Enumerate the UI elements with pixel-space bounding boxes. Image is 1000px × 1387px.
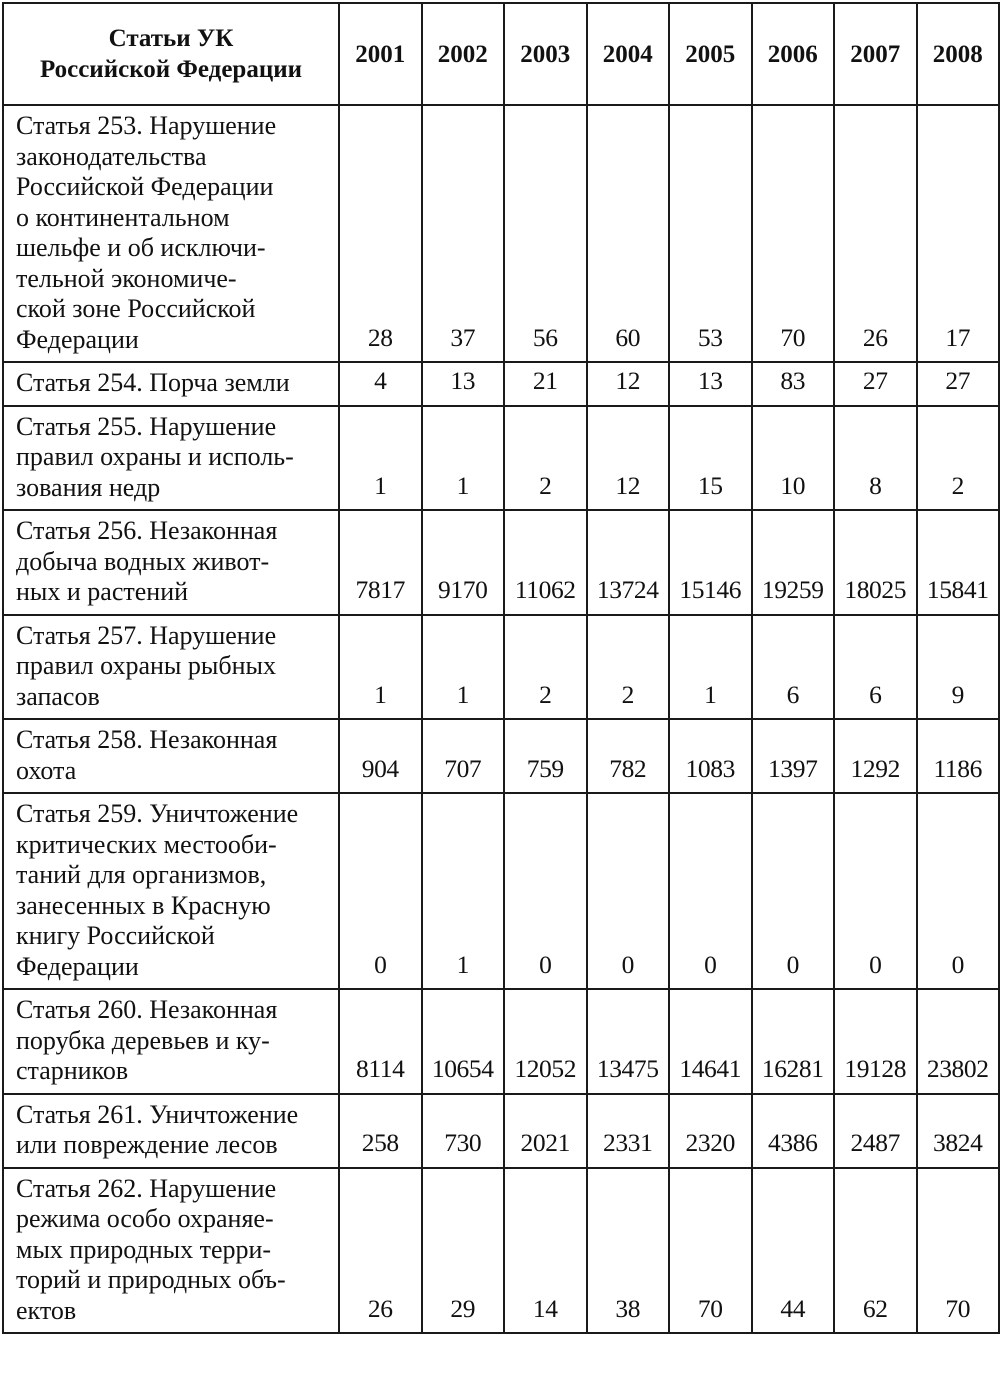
value-cell: 60 xyxy=(587,105,670,362)
value-cell: 730 xyxy=(422,1094,505,1168)
value-cell: 1 xyxy=(422,615,505,720)
value-cell: 9 xyxy=(917,615,1000,720)
value-cell: 27 xyxy=(834,362,917,406)
year-column-header: 2006 xyxy=(752,3,835,105)
article-text-line: Статья 257. Нарушение xyxy=(16,620,277,650)
article-text-line: Статья 254. Порча земли xyxy=(16,368,290,397)
value-cell: 15841 xyxy=(917,510,1000,615)
value-cell: 28 xyxy=(339,105,422,362)
value-cell: 70 xyxy=(917,1168,1000,1334)
article-cell xyxy=(3,1094,339,1168)
table-row xyxy=(3,719,999,793)
value-cell: 904 xyxy=(339,719,422,793)
value-cell: 2487 xyxy=(834,1094,917,1168)
value-cell: 0 xyxy=(669,793,752,989)
value-cell: 1 xyxy=(339,406,422,511)
article-text-line: Статья 261. Уничтожение xyxy=(16,1099,299,1129)
value-cell: 44 xyxy=(752,1168,835,1334)
article-text-line: ской зоне Российской xyxy=(16,294,256,323)
value-cell: 10 xyxy=(752,406,835,511)
article-text-line: таний для организмов, xyxy=(16,860,267,889)
article-cell xyxy=(3,989,339,1094)
table-body xyxy=(3,105,999,1333)
value-cell: 1292 xyxy=(834,719,917,793)
table-row xyxy=(3,1094,999,1168)
value-cell: 2 xyxy=(587,615,670,720)
article-text-line: добыча водных живот- xyxy=(16,546,270,576)
value-cell: 13724 xyxy=(587,510,670,615)
article-text-line: законодательства xyxy=(16,141,207,171)
article-text-line: Статья 255. Нарушение xyxy=(16,411,277,441)
article-cell xyxy=(3,510,339,615)
year-column-header: 2005 xyxy=(669,3,752,105)
article-text-line: старников xyxy=(16,1056,129,1085)
value-cell: 0 xyxy=(504,793,587,989)
value-cell: 13 xyxy=(669,362,752,406)
year-column-header: 2003 xyxy=(504,3,587,105)
article-text-line: Статья 259. Уничтожение xyxy=(16,799,299,828)
table-row xyxy=(3,615,999,720)
article-text-line: Статья 256. Незаконная xyxy=(16,516,278,545)
value-cell: 70 xyxy=(752,105,835,362)
value-cell: 1 xyxy=(669,615,752,720)
value-cell: 0 xyxy=(587,793,670,989)
value-cell: 83 xyxy=(752,362,835,406)
value-cell: 26 xyxy=(339,1168,422,1334)
article-text-line: ных и растений xyxy=(16,577,189,606)
year-column-header: 2001 xyxy=(339,3,422,105)
article-text-line: Статья 262. Нарушение xyxy=(16,1173,277,1203)
value-cell: 8114 xyxy=(339,989,422,1094)
value-cell: 2331 xyxy=(587,1094,670,1168)
article-header-line: Российской Федерации xyxy=(39,56,303,83)
value-cell: 19259 xyxy=(752,510,835,615)
value-cell: 11062 xyxy=(504,510,587,615)
article-text-line: Статья 260. Незаконная xyxy=(16,995,278,1024)
value-cell: 8 xyxy=(834,406,917,511)
article-text-line: Федерации xyxy=(16,324,139,354)
article-cell xyxy=(3,105,339,362)
year-column-header: 2004 xyxy=(587,3,670,105)
value-cell: 1083 xyxy=(669,719,752,793)
article-text-line: мых природных терри- xyxy=(16,1234,272,1264)
article-text-line: охота xyxy=(16,755,77,785)
article-text-line: правил охраны и исполь- xyxy=(16,442,294,471)
value-cell: 70 xyxy=(669,1168,752,1334)
value-cell: 2021 xyxy=(504,1094,587,1168)
article-text-line: критических местооби- xyxy=(16,829,277,859)
value-cell: 27 xyxy=(917,362,1000,406)
value-cell: 15 xyxy=(669,406,752,511)
value-cell: 13475 xyxy=(587,989,670,1094)
article-text-line: ектов xyxy=(16,1295,77,1325)
value-cell: 37 xyxy=(422,105,505,362)
article-text-line: или повреждение лесов xyxy=(16,1130,278,1159)
article-text-line: торий и природных объ- xyxy=(16,1265,286,1294)
value-cell: 29 xyxy=(422,1168,505,1334)
value-cell: 0 xyxy=(917,793,1000,989)
table-header xyxy=(3,3,999,105)
article-text-line: книгу Российской xyxy=(16,921,215,950)
article-cell xyxy=(3,1168,339,1334)
article-header-line: Статьи УК xyxy=(108,25,234,52)
article-cell xyxy=(3,406,339,511)
value-cell: 0 xyxy=(339,793,422,989)
value-cell: 6 xyxy=(752,615,835,720)
value-cell: 1397 xyxy=(752,719,835,793)
value-cell: 13 xyxy=(422,362,505,406)
article-text-line: порубка деревьев и ку- xyxy=(16,1025,270,1055)
value-cell: 3824 xyxy=(917,1094,1000,1168)
table-row xyxy=(3,105,999,362)
value-cell: 19128 xyxy=(834,989,917,1094)
value-cell: 1 xyxy=(422,793,505,989)
value-cell: 6 xyxy=(834,615,917,720)
article-text-line: о континентальном xyxy=(16,202,230,232)
year-column-header: 2007 xyxy=(834,3,917,105)
value-cell: 9170 xyxy=(422,510,505,615)
value-cell: 12052 xyxy=(504,989,587,1094)
value-cell: 10654 xyxy=(422,989,505,1094)
article-text-line: режима особо охраняе- xyxy=(16,1204,274,1233)
value-cell: 782 xyxy=(587,719,670,793)
article-cell xyxy=(3,719,339,793)
value-cell: 12 xyxy=(587,362,670,406)
article-text-line: шельфе и об исключи- xyxy=(16,233,266,262)
table-row xyxy=(3,510,999,615)
table-row xyxy=(3,406,999,511)
value-cell: 1186 xyxy=(917,719,1000,793)
crime-statistics-table xyxy=(2,2,1000,1334)
article-text-line: Российской Федерации xyxy=(16,172,274,201)
value-cell: 7817 xyxy=(339,510,422,615)
value-cell: 56 xyxy=(504,105,587,362)
value-cell: 0 xyxy=(752,793,835,989)
article-text-line: Федерации xyxy=(16,951,139,981)
value-cell: 62 xyxy=(834,1168,917,1334)
value-cell: 17 xyxy=(917,105,1000,362)
value-cell: 14 xyxy=(504,1168,587,1334)
value-cell: 0 xyxy=(834,793,917,989)
article-text-line: занесенных в Красную xyxy=(16,890,271,920)
table-row xyxy=(3,362,999,406)
year-column-header: 2002 xyxy=(422,3,505,105)
table-row xyxy=(3,1168,999,1334)
value-cell: 53 xyxy=(669,105,752,362)
article-text-line: тельной экономиче- xyxy=(16,263,237,293)
value-cell: 12 xyxy=(587,406,670,511)
value-cell: 2 xyxy=(504,615,587,720)
value-cell: 1 xyxy=(339,615,422,720)
article-text-line: правил охраны рыбных xyxy=(16,651,276,680)
value-cell: 16281 xyxy=(752,989,835,1094)
value-cell: 23802 xyxy=(917,989,1000,1094)
article-cell xyxy=(3,793,339,989)
value-cell: 4 xyxy=(339,362,422,406)
value-cell: 1 xyxy=(422,406,505,511)
article-column-header xyxy=(3,3,339,105)
value-cell: 14641 xyxy=(669,989,752,1094)
value-cell: 258 xyxy=(339,1094,422,1168)
value-cell: 759 xyxy=(504,719,587,793)
header-row xyxy=(3,3,999,105)
value-cell: 2320 xyxy=(669,1094,752,1168)
value-cell: 38 xyxy=(587,1168,670,1334)
article-text-line: зования недр xyxy=(16,472,161,502)
value-cell: 4386 xyxy=(752,1094,835,1168)
article-text-line: Статья 258. Незаконная xyxy=(16,725,278,754)
article-cell xyxy=(3,615,339,720)
value-cell: 18025 xyxy=(834,510,917,615)
value-cell: 707 xyxy=(422,719,505,793)
article-text-line: запасов xyxy=(16,681,100,711)
article-text-line: Статья 253. Нарушение xyxy=(16,111,277,140)
value-cell: 2 xyxy=(917,406,1000,511)
value-cell: 15146 xyxy=(669,510,752,615)
table-row xyxy=(3,793,999,989)
value-cell: 2 xyxy=(504,406,587,511)
year-column-header: 2008 xyxy=(917,3,1000,105)
table-row xyxy=(3,989,999,1094)
article-cell xyxy=(3,362,339,406)
value-cell: 26 xyxy=(834,105,917,362)
value-cell: 21 xyxy=(504,362,587,406)
